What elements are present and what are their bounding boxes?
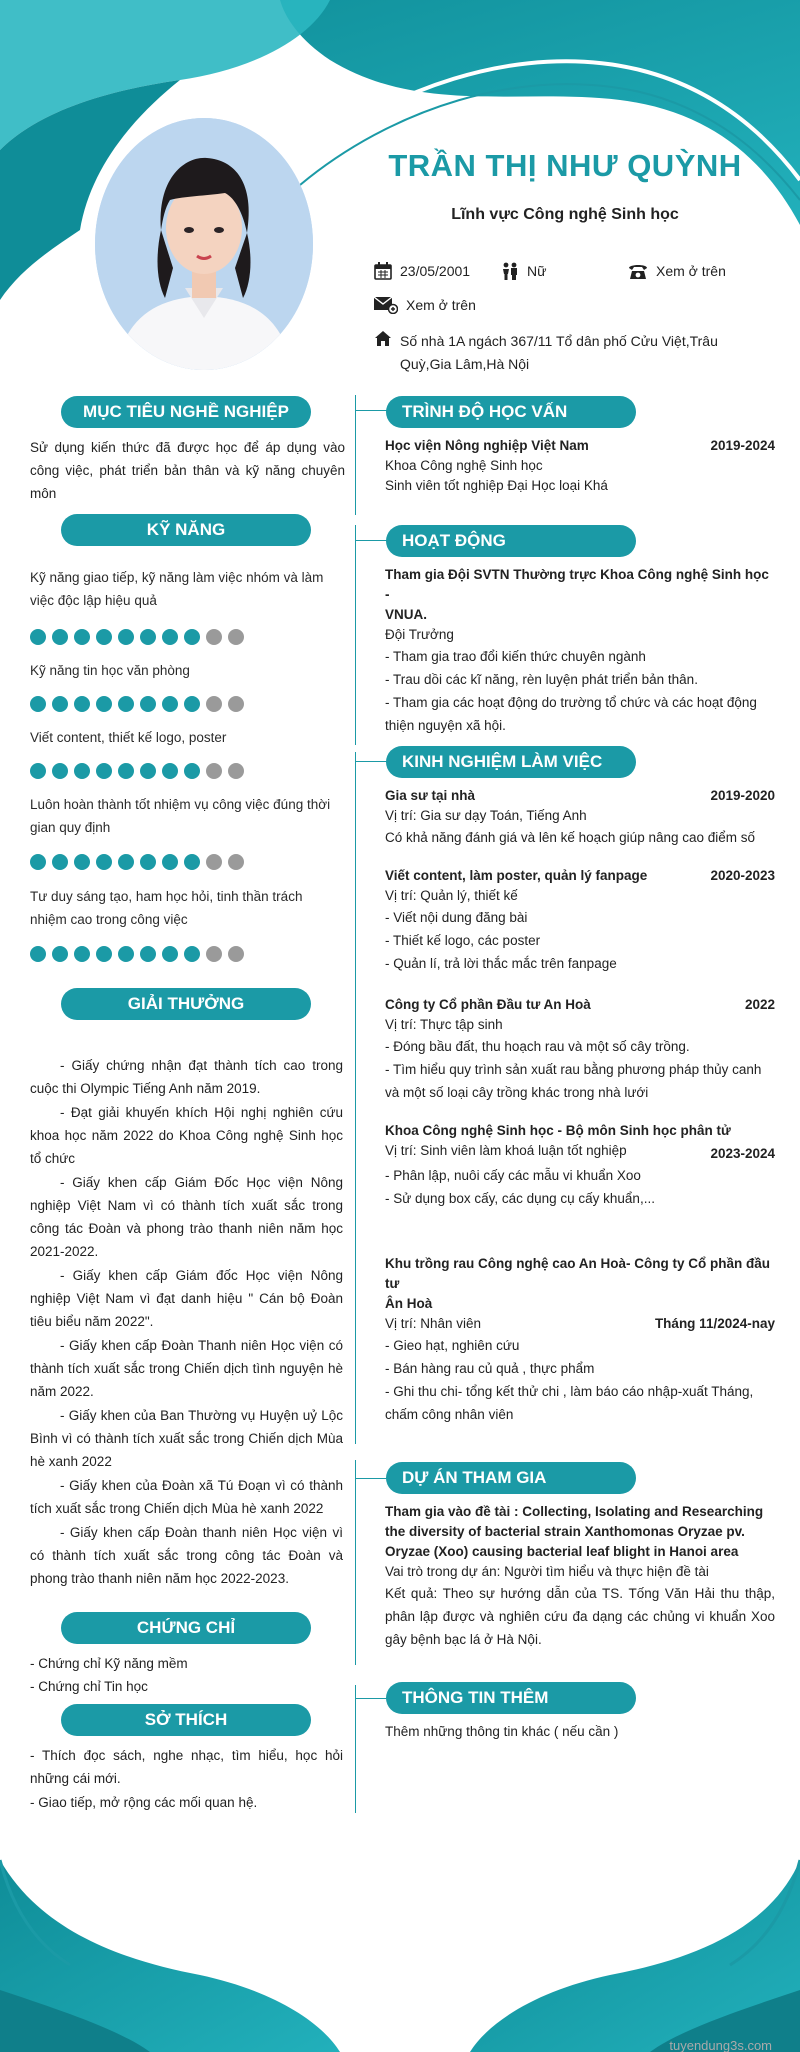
rating-dot-filled [96,696,112,712]
skill-rating [30,696,244,712]
job-item: - Gieo hạt, nghiên cứu [385,1338,520,1353]
job-company: Viết content, làm poster, quản lý fanpage [385,868,648,883]
job-position: Vị trí: Gia sư dạy Toán, Tiếng Anh [385,808,587,823]
rating-dot-filled [140,629,156,645]
job-entry [385,1254,775,1426]
job-entry [385,866,775,975]
rating-dot-filled [162,696,178,712]
hobbies-title: SỞ THÍCH [61,1704,311,1736]
rating-dot-filled [184,629,200,645]
birthday-info [374,262,470,280]
timeline-line [355,1460,356,1665]
job-entry [385,995,775,1104]
project-role: Vai trò trong dự án: Người tìm hiểu và thực hiện đề tài [385,1564,709,1579]
project-entry [385,1502,775,1651]
experience-title: KINH NGHIỆM LÀM VIỆC [386,746,636,778]
timeline-tick [355,1478,388,1479]
timeline-tick [355,761,388,762]
skill-rating [30,629,244,645]
job-date: 2023-2024 [710,1146,775,1161]
rating-dot-empty [228,946,244,962]
rating-dot-filled [118,629,134,645]
job-item: - Đóng bầu đất, thu hoạch rau và một số cây trồng. [385,1039,690,1054]
rating-dot-filled [140,946,156,962]
rating-dot-filled [30,854,46,870]
address-line-1: Số nhà 1A ngách 367/11 Tổ dân phố Cửu Việt,Trâu [400,333,718,349]
timeline-tick [355,540,388,541]
job-item: Có khả năng đánh giá và lên kế hoạch giúp nâng cao điểm số [385,830,756,845]
timeline-line [355,1685,356,1813]
rating-dot-empty [206,696,222,712]
rating-dot-filled [52,629,68,645]
job-field: Lĩnh vực Công nghệ Sinh học [451,206,679,223]
phone-icon [628,262,648,280]
gender-info [501,262,546,280]
activity-item: - Tham gia trao đổi kiến thức chuyên ngành [385,649,646,664]
rating-dot-filled [74,763,90,779]
profile-photo [95,118,313,370]
hobby-item: - Thích đọc sách, nghe nhạc, tìm hiểu, học hỏi những cái mới. [30,1748,343,1786]
degree: Sinh viên tốt nghiệp Đại Học loại Khá [385,478,608,493]
phone-text: Xem ở trên [656,263,726,279]
skills-title: KỸ NĂNG [61,514,311,546]
gender-icon [501,262,519,280]
rating-dot-filled [30,629,46,645]
job-position: Vị trí: Thực tập sinh [385,1017,503,1032]
rating-dot-filled [162,854,178,870]
job-item: - Thiết kế logo, các poster [385,933,541,948]
full-name: TRẦN THỊ NHƯ QUỲNH [388,148,742,183]
job-date: 2019-2020 [710,788,775,803]
skill-label: Viết content, thiết kế logo, poster [30,730,227,745]
skill-label: Kỹ năng tin học văn phòng [30,663,190,678]
awards-title: GIẢI THƯỞNG [61,988,311,1020]
activity-item: - Tham gia các hoạt động do trường tổ chức và các hoạt động thiện nguyện xã hội. [385,695,757,733]
skill-rating [30,854,244,870]
objective-title: MỤC TIÊU NGHỀ NGHIỆP [61,396,311,428]
phone-info [628,262,726,280]
job-company: Gia sư tại nhà [385,788,476,803]
activity-item: - Trau dồi các kĩ năng, rèn luyện phát triển bản thân. [385,672,698,687]
timeline-line [355,395,356,515]
projects-title: DỰ ÁN THAM GIA [386,1462,636,1494]
skill-label: Kỹ năng giao tiếp, kỹ năng làm việc nhóm và làm việc độc lập hiệu quả [30,570,324,608]
activity-entry [385,565,775,737]
rating-dot-filled [74,854,90,870]
rating-dot-filled [74,629,90,645]
rating-dot-filled [184,946,200,962]
rating-dot-empty [228,854,244,870]
timeline-tick [355,1698,388,1699]
job-item: - Quản lí, trả lời thắc mắc trên fanpage [385,956,617,971]
timeline-line [355,752,356,1444]
job-company: Công ty Cổ phần Đầu tư An Hoà [385,997,591,1012]
email-icon [374,296,398,314]
objective-text: Sử dụng kiến thức đã được học để áp dụng vào công việc, phát triển bản thân và kỹ năng chuyên môn [30,440,345,501]
award-item: - Giấy khen cấp Giám đốc Học viện Nông nghiệp Việt Nam vì đạt danh hiệu " Cán bộ Đoàn tiêu biểu năm 2022". [30,1268,343,1329]
job-item: - Tìm hiểu quy trình sản xuất rau bằng phương pháp thủy canh và một số loại cây trồng khác trong nhà lưới [385,1062,762,1100]
project-result: Kết quả: Theo sự hướng dẫn của TS. Tống Văn Hải thu thập, phân lập được và nghiên cứu đa dạng các chủng vi khuẩn Xoo gây bệnh bạc lá ở Hà Nội. [385,1586,775,1647]
home-icon [374,330,392,348]
activity-org-cont: VNUA. [385,607,428,622]
gender-text: Nữ [527,263,547,279]
rating-dot-empty [206,946,222,962]
rating-dot-filled [140,763,156,779]
rating-dot-filled [184,854,200,870]
job-item: - Sử dụng box cấy, các dụng cụ cấy khuẩn,... [385,1191,655,1206]
rating-dot-filled [52,946,68,962]
rating-dot-filled [52,854,68,870]
rating-dot-filled [30,696,46,712]
project-topic: Tham gia vào đề tài : Collecting, Isolating and Researching [385,1504,764,1519]
award-item: - Giấy khen cấp Đoàn Thanh niên Học viện có thành tích xuất sắc trong Chiến dịch tình nguyện hè năm 2022. [30,1338,343,1399]
more-info-text: Thêm những thông tin khác ( nếu cần ) [385,1724,619,1739]
timeline-tick [355,410,388,411]
skill-label: Tư duy sáng tạo, ham học hỏi, tinh thần trách nhiệm cao trong công việc [30,889,303,927]
education-date: 2019-2024 [710,438,775,453]
job-entry [385,1121,775,1210]
job-position: Vị trí: Quản lý, thiết kế [385,888,518,903]
hobby-item: - Giao tiếp, mở rộng các mối quan hệ. [30,1795,258,1810]
education-title: TRÌNH ĐỘ HỌC VẤN [386,396,636,428]
awards-list [30,1054,343,1590]
certificate-item: - Chứng chỉ Tin học [30,1679,148,1694]
rating-dot-filled [52,696,68,712]
project-topic-cont: the diversity of bacterial strain Xanthomonas Oryzae pv. [385,1524,745,1539]
rating-dot-filled [118,696,134,712]
rating-dot-filled [96,854,112,870]
award-item: - Giấy khen của Đoàn xã Tú Đoạn vì có thành tích xuất sắc trong Chiến dịch Mùa hè xanh 2022 [30,1478,343,1516]
job-company: Khoa Công nghệ Sinh học - Bộ môn Sinh học phân tử [385,1123,731,1138]
rating-dot-filled [140,854,156,870]
rating-dot-empty [228,629,244,645]
job-date: Tháng 11/2024-nay [654,1316,775,1331]
activity-role: Đội Trưởng [385,627,454,642]
rating-dot-filled [118,946,134,962]
timeline-line [355,525,356,745]
calendar-icon [374,262,392,280]
watermark: tuyendung3s.com [669,2038,772,2052]
rating-dot-filled [118,854,134,870]
award-item: - Giấy khen cấp Đoàn thanh niên Học viện vì có thành tích xuất sắc trong công tác Đoàn và phong trào thanh niên năm học 2022-2023. [30,1525,343,1586]
job-date: 2022 [744,997,775,1012]
rating-dot-filled [30,763,46,779]
job-position: Vị trí: Nhân viên [385,1316,482,1331]
job-item: - Viết nội dung đăng bài [385,910,528,925]
birthday-text: 23/05/2001 [400,263,471,279]
job-entry [385,786,775,849]
job-company: Khu trồng rau Công nghệ cao An Hoà- Công ty Cổ phần đầu tư [385,1256,770,1291]
job-date: 2020-2023 [710,868,775,883]
rating-dot-filled [96,629,112,645]
rating-dot-filled [30,946,46,962]
rating-dot-filled [162,629,178,645]
skill-label: Luôn hoàn thành tốt nhiệm vụ công việc đúng thời gian quy định [30,797,331,835]
rating-dot-filled [162,763,178,779]
address-line-2: Quỳ,Gia Lâm,Hà Nội [400,356,530,372]
award-item: - Giấy khen của Ban Thường vụ Huyện uỷ Lộc Bình vì có thành tích xuất sắc trong Chiến dịch Mùa hè xanh 2022 [30,1408,343,1469]
email-text: Xem ở trên [406,297,476,313]
rating-dot-filled [184,763,200,779]
job-position: Vị trí: Sinh viên làm khoá luận tốt nghiệp [385,1143,627,1158]
activity-org: Tham gia Đội SVTN Thường trực Khoa Công nghệ Sinh học - [385,567,769,602]
address-info [374,330,718,376]
rating-dot-filled [96,946,112,962]
skill-rating [30,946,244,962]
project-topic-cont: Oryzae (Xoo) causing bacterial leaf blight in Hanoi area [385,1544,739,1559]
certificate-item: - Chứng chỉ Kỹ năng mềm [30,1656,188,1671]
award-item: - Đạt giải khuyến khích Hội nghị nghiên cứu khoa học năm 2022 do Khoa Công nghệ Sinh học tổ chức [30,1105,343,1166]
certificates-title: CHỨNG CHỈ [61,1612,311,1644]
rating-dot-empty [206,763,222,779]
skill-rating [30,763,244,779]
rating-dot-empty [228,763,244,779]
education-entry [385,436,775,496]
school-name: Học viện Nông nghiệp Việt Nam [385,438,589,453]
rating-dot-filled [74,696,90,712]
rating-dot-empty [206,629,222,645]
job-item: - Bán hàng rau củ quả , thực phẩm [385,1361,595,1376]
rating-dot-filled [140,696,156,712]
job-item: - Ghi thu chi- tổng kết thử chi , làm báo cáo nhập-xuất Tháng, chấm công nhân viên [385,1384,754,1422]
rating-dot-filled [118,763,134,779]
rating-dot-empty [228,696,244,712]
rating-dot-filled [96,763,112,779]
rating-dot-filled [52,763,68,779]
job-item: - Phân lập, nuôi cấy các mẫu vi khuẩn Xoo [385,1168,641,1183]
faculty: Khoa Công nghệ Sinh học [385,458,543,473]
more-info-title: THÔNG TIN THÊM [386,1682,636,1714]
award-item: - Giấy khen cấp Giám Đốc Học viện Nông nghiệp Việt Nam vì có thành tích xuất sắc trong công tác Đoàn và phong trào thanh niên năm học 2021-2022. [30,1175,343,1259]
email-info [374,296,476,314]
rating-dot-filled [162,946,178,962]
rating-dot-empty [206,854,222,870]
rating-dot-filled [74,946,90,962]
rating-dot-filled [184,696,200,712]
job-company-cont: Ân Hoà [385,1296,433,1311]
activities-title: HOẠT ĐỘNG [386,525,636,557]
award-item: - Giấy chứng nhận đạt thành tích cao trong cuộc thi Olympic Tiếng Anh năm 2019. [30,1058,343,1096]
